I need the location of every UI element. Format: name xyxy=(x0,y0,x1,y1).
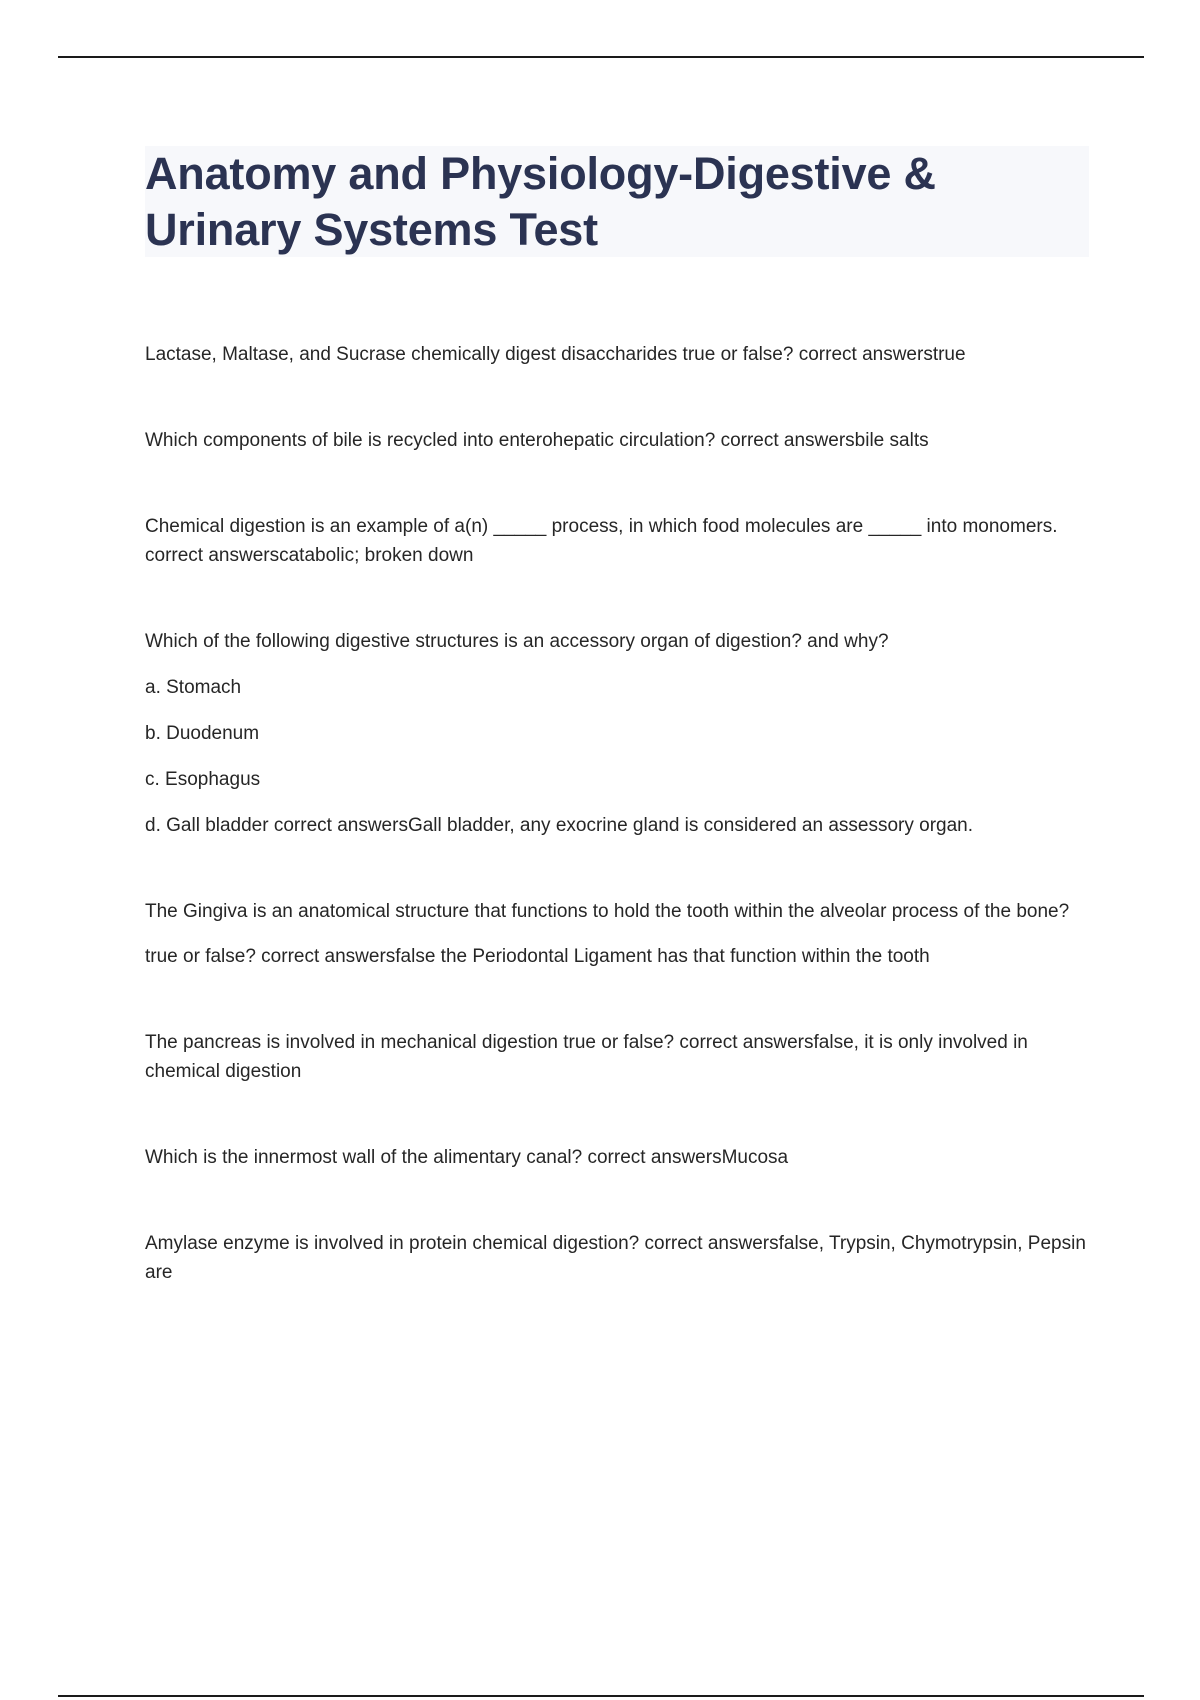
answer-option-a: a. Stomach xyxy=(145,677,242,698)
question-text: Which of the following digestive structures is an accessory organ of digestion? and why? xyxy=(145,631,889,652)
answer-option-b: b. Duodenum xyxy=(145,723,260,744)
question-list xyxy=(145,340,1089,1344)
question-text: The Gingiva is an anatomical structure that functions to hold the tooth within the alveolar process of the bone? xyxy=(145,901,1070,922)
answer-text: true or false? correct answersfalse the Periodontal Ligament has that function within the tooth xyxy=(145,946,930,967)
title-block xyxy=(145,146,1089,257)
question-text: The pancreas is involved in mechanical digestion true or false? correct answersfalse, it is only involved in chemical digestion xyxy=(145,1032,1028,1082)
question-text: Which components of bile is recycled into enterohepatic circulation? correct answersbile salts xyxy=(145,430,929,451)
question-item-8 xyxy=(145,1229,1089,1287)
question-text: Lactase, Maltase, and Sucrase chemically digest disaccharides true or false? correct answerstrue xyxy=(145,344,966,365)
question-text: Which is the innermost wall of the alimentary canal? correct answersMucosa xyxy=(145,1147,789,1168)
footer-rule xyxy=(58,1695,1144,1697)
question-text: Chemical digestion is an example of a(n) _____ process, in which food molecules are _____ into monomers. correct answerscatabolic; broken down xyxy=(145,516,1058,566)
header-rule xyxy=(58,56,1144,58)
question-item-1 xyxy=(145,340,1089,369)
question-item-5 xyxy=(145,897,1089,971)
question-text: Amylase enzyme is involved in protein chemical digestion? correct answersfalse, Trypsin, Chymotrypsin, Pepsin are xyxy=(145,1233,1086,1283)
question-item-3 xyxy=(145,512,1089,570)
question-item-2 xyxy=(145,426,1089,455)
document-title: Anatomy and Physiology-Digestive & Urinary Systems Test xyxy=(145,148,936,255)
answer-option-c: c. Esophagus xyxy=(145,769,261,790)
question-item-6 xyxy=(145,1028,1089,1086)
question-item-7 xyxy=(145,1143,1089,1172)
answer-option-d: d. Gall bladder correct answersGall bladder, any exocrine gland is considered an assessory organ. xyxy=(145,815,974,836)
question-item-4 xyxy=(145,627,1089,840)
